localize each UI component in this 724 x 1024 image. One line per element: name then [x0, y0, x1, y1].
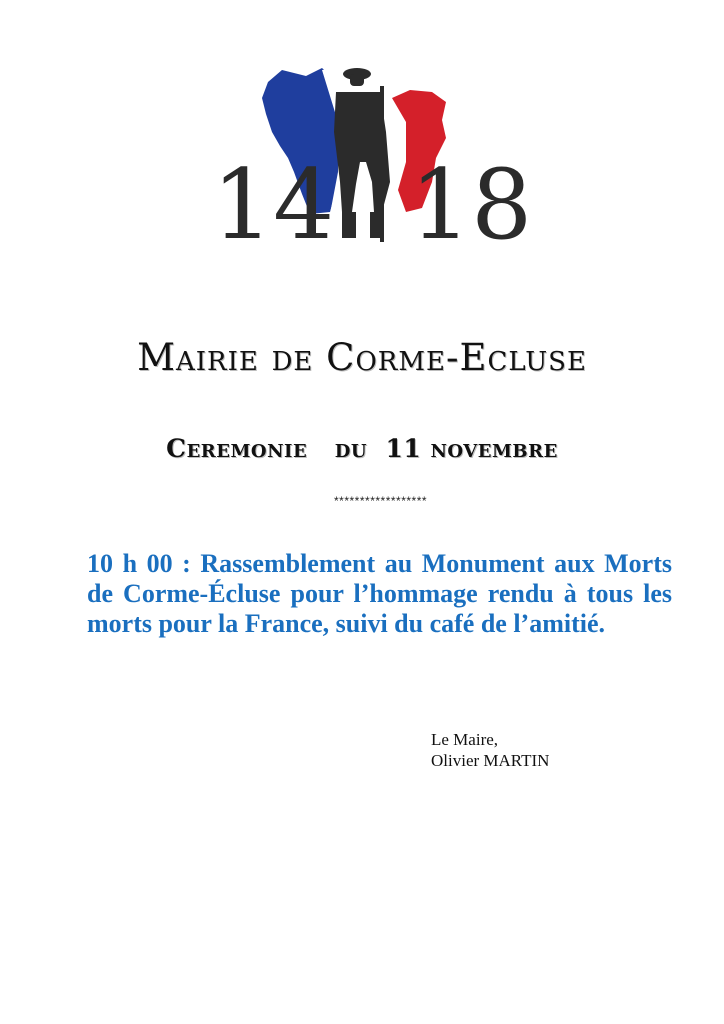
ceremony-subtitle: Ceremonie du 11 novembre — [166, 434, 558, 463]
year-left: 14 — [212, 149, 335, 261]
signature-block — [431, 729, 549, 771]
centenary-logo — [210, 62, 533, 261]
signature-name: Olivier MARTIN — [431, 751, 550, 770]
signature-role: Le Maire, — [431, 730, 499, 749]
year-right: 18 — [410, 149, 533, 261]
centenary-logo-graphic — [210, 62, 533, 261]
event-announcement: 10 h 00 : Rassemblement au Monument aux Morts de Corme-Écluse pour l’hommage rendu à tous les morts pour la France, suivi du café de l’amitié. — [87, 549, 672, 638]
separator-stars: ****************** — [334, 494, 428, 508]
page-title: Mairie de Corme-Ecluse — [137, 336, 587, 379]
